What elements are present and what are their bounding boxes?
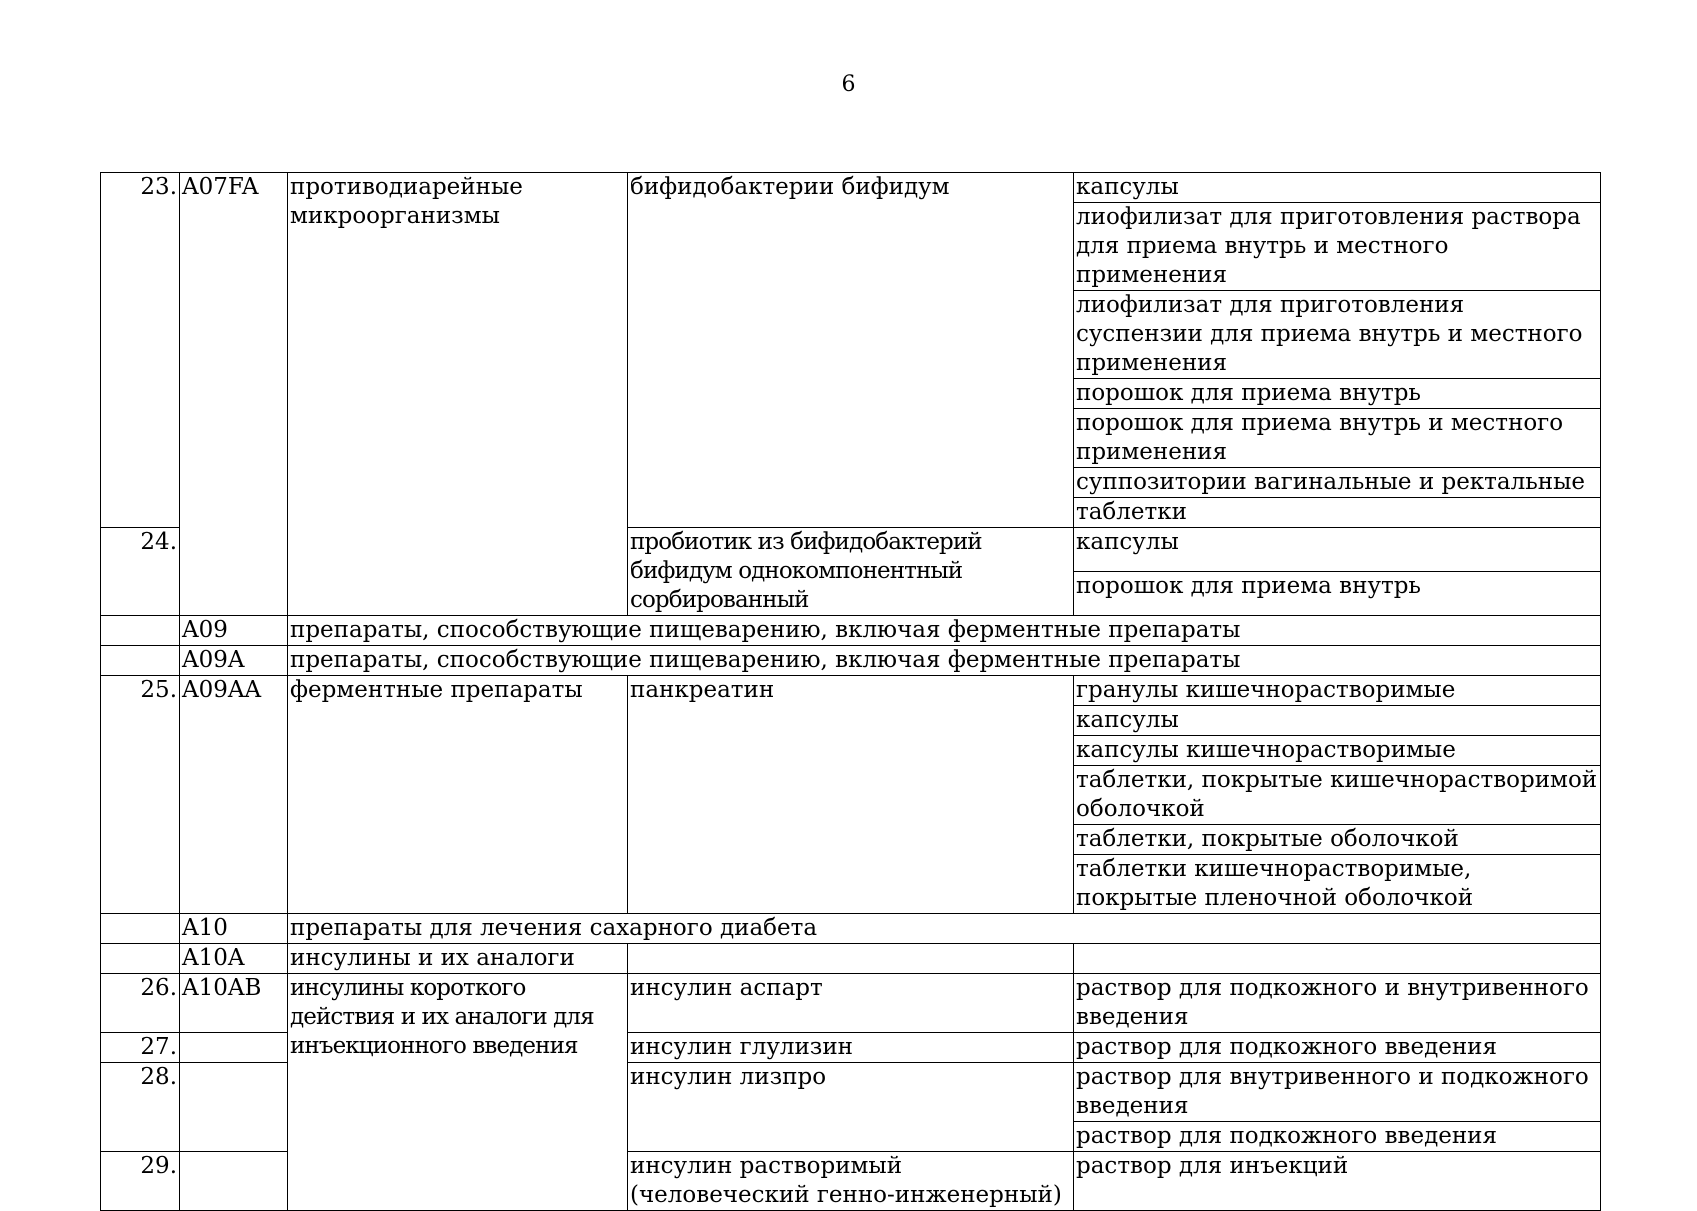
- dosage-form: раствор для подкожного введения: [1074, 1122, 1601, 1152]
- dosage-form: порошок для приема внутрь и местного применения: [1074, 409, 1601, 468]
- drug-name: бифидобактерии бифидум: [628, 173, 1074, 528]
- row-number: 28.: [101, 1063, 180, 1152]
- dosage-form: капсулы кишечнорастворимые: [1074, 736, 1601, 766]
- dosage-form: раствор для внутривенного и подкожного введения: [1074, 1063, 1601, 1122]
- table-row: [101, 676, 1601, 706]
- row-number: 29.: [101, 1152, 180, 1211]
- drug-name: инсулин лизпро: [628, 1063, 1074, 1152]
- drug-name: пробиотик из бифидобактерий бифидум однокомпонентный сорбированный: [628, 528, 1074, 616]
- dosage-form: капсулы: [1074, 528, 1601, 572]
- dosage-form: гранулы кишечнорастворимые: [1074, 676, 1601, 706]
- dosage-form: капсулы: [1074, 173, 1601, 203]
- table-row: [101, 914, 1601, 944]
- drug-name: инсулин глулизин: [628, 1033, 1074, 1063]
- dosage-form: раствор для подкожного и внутривенного введения: [1074, 974, 1601, 1033]
- group-name: ферментные препараты: [288, 676, 628, 914]
- dosage-form: раствор для подкожного введения: [1074, 1033, 1601, 1063]
- dosage-form: таблетки: [1074, 498, 1601, 528]
- dosage-form: порошок для приема внутрь: [1074, 572, 1601, 616]
- row-number: 27.: [101, 1033, 180, 1063]
- drug-name: панкреатин: [628, 676, 1074, 914]
- page-number: 6: [841, 72, 856, 97]
- atc-code: A09AA: [180, 676, 288, 914]
- group-name: инсулины и их аналоги: [288, 944, 628, 974]
- dosage-form: суппозитории вагинальные и ректальные: [1074, 468, 1601, 498]
- drug-name: инсулин растворимый (человеческий генно-инженерный): [628, 1152, 1074, 1211]
- table-row: [101, 974, 1601, 1033]
- table-row: [101, 616, 1601, 646]
- atc-code: A10: [180, 914, 288, 944]
- table-row: [101, 646, 1601, 676]
- row-number: 26.: [101, 974, 180, 1033]
- dosage-form: таблетки, покрытые оболочкой: [1074, 825, 1601, 855]
- atc-code: A09A: [180, 646, 288, 676]
- dosage-form: раствор для инъекций: [1074, 1152, 1601, 1211]
- group-name: препараты, способствующие пищеварению, включая ферментные препараты: [288, 616, 1601, 646]
- atc-code: A10A: [180, 944, 288, 974]
- dosage-form: таблетки, покрытые кишечнорастворимой оболочкой: [1074, 766, 1601, 825]
- row-number: 25.: [101, 676, 180, 914]
- atc-code: A07FA: [180, 173, 288, 616]
- dosage-form: лиофилизат для приготовления суспензии для приема внутрь и местного применения: [1074, 291, 1601, 379]
- atc-code: A09: [180, 616, 288, 646]
- dosage-form: капсулы: [1074, 706, 1601, 736]
- row-number: 23.: [101, 173, 180, 528]
- dosage-form: порошок для приема внутрь: [1074, 379, 1601, 409]
- drug-table: [100, 172, 1601, 1211]
- table-row: [101, 944, 1601, 974]
- drug-name: инсулин аспарт: [628, 974, 1074, 1033]
- atc-code: A10AB: [180, 974, 288, 1033]
- group-name: препараты, способствующие пищеварению, включая ферментные препараты: [288, 646, 1601, 676]
- group-name: инсулины короткого действия и их аналоги для инъекционного введения: [288, 974, 628, 1211]
- dosage-form: лиофилизат для приготовления раствора для приема внутрь и местного применения: [1074, 203, 1601, 291]
- dosage-form: таблетки кишечнорастворимые, покрытые пленочной оболочкой: [1074, 855, 1601, 914]
- row-number: 24.: [101, 528, 180, 616]
- group-name: противодиарейные микроорганизмы: [288, 173, 628, 616]
- group-name: препараты для лечения сахарного диабета: [288, 914, 1601, 944]
- table-row: [101, 173, 1601, 203]
